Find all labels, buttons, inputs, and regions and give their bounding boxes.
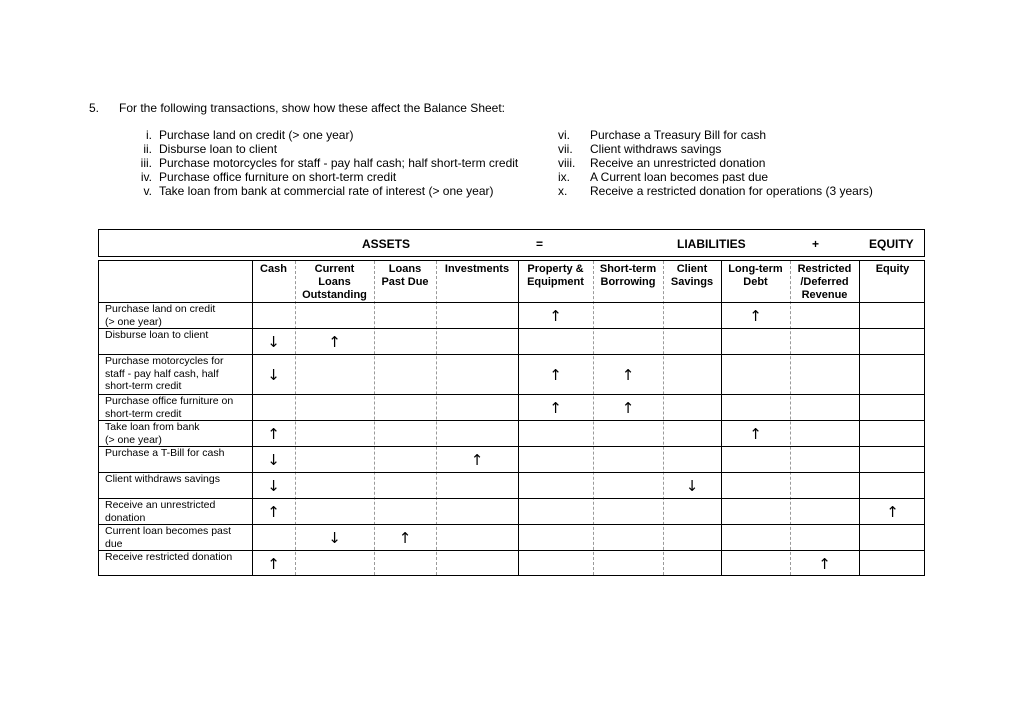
transaction-text: Receive a restricted donation for operations (3 years) <box>590 184 873 198</box>
column-header-line: Client <box>676 263 708 275</box>
plus-sign: + <box>812 237 820 251</box>
balance-sheet-header <box>98 229 925 257</box>
column-header-line: Short-term <box>599 263 657 275</box>
column-header-line: Revenue <box>801 289 848 301</box>
increase-arrow-icon: ↑ <box>267 503 280 521</box>
decrease-arrow-icon: ↓ <box>685 477 699 495</box>
increase-arrow-icon: ↑ <box>398 529 412 547</box>
increase-arrow-icon: ↑ <box>549 366 562 384</box>
decrease-arrow-icon: ↓ <box>267 366 280 384</box>
column-header-line: Borrowing <box>600 276 656 288</box>
transaction-number: viii. <box>558 156 576 170</box>
transaction-number: v. <box>143 184 152 198</box>
liabilities-heading: LIABILITIES <box>677 237 746 251</box>
column-divider <box>295 261 296 575</box>
row-label-line: Receive restricted donation <box>105 551 233 563</box>
transaction-text: Purchase office furniture on short-term credit <box>159 170 397 184</box>
row-label-line: (> one year) <box>105 433 162 446</box>
row-label-line: Client withdraws savings <box>105 473 220 485</box>
row-label-line: Purchase office furniture on <box>105 395 234 407</box>
row-label <box>105 473 250 486</box>
transaction-text: Client withdraws savings <box>590 142 722 156</box>
column-header <box>593 263 663 289</box>
transaction-item <box>127 128 518 142</box>
row-label <box>105 447 250 460</box>
transaction-text: Purchase land on credit (> one year) <box>159 128 354 142</box>
column-header <box>518 263 593 289</box>
decrease-arrow-icon: ↓ <box>328 529 341 547</box>
column-divider <box>374 261 375 575</box>
column-header <box>295 263 374 302</box>
transaction-text: Disburse loan to client <box>159 142 278 156</box>
increase-arrow-icon: ↑ <box>621 366 635 384</box>
row-label-line: donation <box>105 511 146 524</box>
question-number: 5. <box>89 101 100 115</box>
column-header-line: Loans <box>388 263 422 275</box>
question-text: For the following transactions, show how these affect the Balance Sheet: <box>119 101 506 115</box>
row-label <box>105 525 250 550</box>
row-label <box>105 421 250 446</box>
column-header-line: Current <box>314 263 355 275</box>
column-divider <box>593 261 594 575</box>
transaction-text: Purchase a Treasury Bill for cash <box>590 128 767 142</box>
transaction-number: vii. <box>558 142 573 156</box>
increase-arrow-icon: ↑ <box>818 555 831 573</box>
column-header-line: Long-term <box>728 263 783 275</box>
row-label-line: Purchase a T-Bill for cash <box>105 447 225 459</box>
increase-arrow-icon: ↑ <box>886 503 899 521</box>
column-header-line: Investments <box>444 263 510 275</box>
column-header-line: /Deferred <box>800 276 849 288</box>
row-label-line: staff - pay half cash, half <box>105 367 219 380</box>
column-header-line: Property & <box>527 263 584 275</box>
transaction-list-right <box>558 128 873 198</box>
column-header-line: Cash <box>260 263 287 275</box>
column-divider <box>436 261 437 575</box>
decrease-arrow-icon: ↓ <box>267 451 280 469</box>
column-header-line: Past Due <box>381 276 429 288</box>
row-label-line: Disburse loan to client <box>105 329 209 341</box>
column-header <box>252 263 295 276</box>
increase-arrow-icon: ↑ <box>549 399 562 417</box>
transaction-item <box>558 156 873 170</box>
row-label-line: Receive an unrestricted <box>105 499 216 511</box>
transaction-text: Take loan from bank at commercial rate of interest (> one year) <box>159 184 494 198</box>
transaction-text: Receive an unrestricted donation <box>590 156 766 170</box>
row-label-line: short-term credit <box>105 407 182 420</box>
column-divider <box>721 261 722 575</box>
decrease-arrow-icon: ↓ <box>267 333 280 351</box>
row-label <box>105 329 250 342</box>
transaction-number: iv. <box>140 170 152 184</box>
row-label <box>105 395 250 420</box>
increase-arrow-icon: ↑ <box>470 451 484 469</box>
column-header-line: Restricted <box>797 263 852 275</box>
balance-sheet-grid <box>98 260 925 576</box>
row-label-line: Purchase land on credit <box>105 303 216 315</box>
assets-heading: ASSETS <box>362 237 411 251</box>
transaction-number: x. <box>558 184 568 198</box>
column-divider <box>790 261 791 575</box>
transaction-number: vi. <box>558 128 570 142</box>
equals-sign: = <box>536 237 544 251</box>
column-header <box>859 263 926 276</box>
transaction-item <box>127 156 518 170</box>
increase-arrow-icon: ↑ <box>328 333 341 351</box>
column-header <box>436 263 518 276</box>
column-divider <box>663 261 664 575</box>
transaction-item <box>127 142 518 156</box>
row-label-line: due <box>105 537 123 550</box>
row-label <box>105 355 250 393</box>
column-divider <box>252 261 253 575</box>
column-header <box>721 263 790 289</box>
transaction-item <box>558 170 873 184</box>
increase-arrow-icon: ↑ <box>621 399 635 417</box>
transaction-item <box>558 128 873 142</box>
transaction-number: ii. <box>143 142 152 156</box>
row-label <box>105 551 250 564</box>
column-divider <box>518 261 519 575</box>
column-header-line: Equity <box>875 263 910 275</box>
row-label <box>105 499 250 524</box>
row-label-line: Purchase motorcycles for <box>105 355 224 367</box>
row-label-line: Current loan becomes past <box>105 525 232 537</box>
increase-arrow-icon: ↑ <box>267 555 280 573</box>
column-divider <box>859 261 860 575</box>
row-label-line: Take loan from bank <box>105 421 200 433</box>
increase-arrow-icon: ↑ <box>549 307 562 325</box>
column-header <box>374 263 436 289</box>
row-label <box>105 303 250 328</box>
transaction-item <box>558 142 873 156</box>
transaction-item <box>127 170 518 184</box>
decrease-arrow-icon: ↓ <box>267 477 280 495</box>
transaction-text: A Current loan becomes past due <box>590 170 769 184</box>
column-header-line: Loans <box>318 276 351 288</box>
column-header-line: Outstanding <box>302 289 367 301</box>
column-header-line: Equipment <box>527 276 584 288</box>
increase-arrow-icon: ↑ <box>749 425 762 443</box>
transaction-list-left <box>127 128 518 198</box>
column-header-line: Debt <box>743 276 768 288</box>
row-label-line: short-term credit <box>105 380 182 392</box>
transaction-text: Purchase motorcycles for staff - pay half cash; half short-term credit <box>159 156 519 170</box>
increase-arrow-icon: ↑ <box>267 425 280 443</box>
column-header <box>663 263 721 289</box>
transaction-item <box>558 184 873 198</box>
transaction-number: i. <box>146 128 152 142</box>
row-label-line: (> one year) <box>105 315 162 328</box>
transaction-item <box>127 184 518 198</box>
transaction-number: ix. <box>558 170 570 184</box>
equity-heading: EQUITY <box>869 237 914 251</box>
column-header <box>790 263 859 302</box>
transaction-number: iii. <box>140 156 152 170</box>
increase-arrow-icon: ↑ <box>749 307 762 325</box>
column-header-line: Savings <box>670 276 714 288</box>
